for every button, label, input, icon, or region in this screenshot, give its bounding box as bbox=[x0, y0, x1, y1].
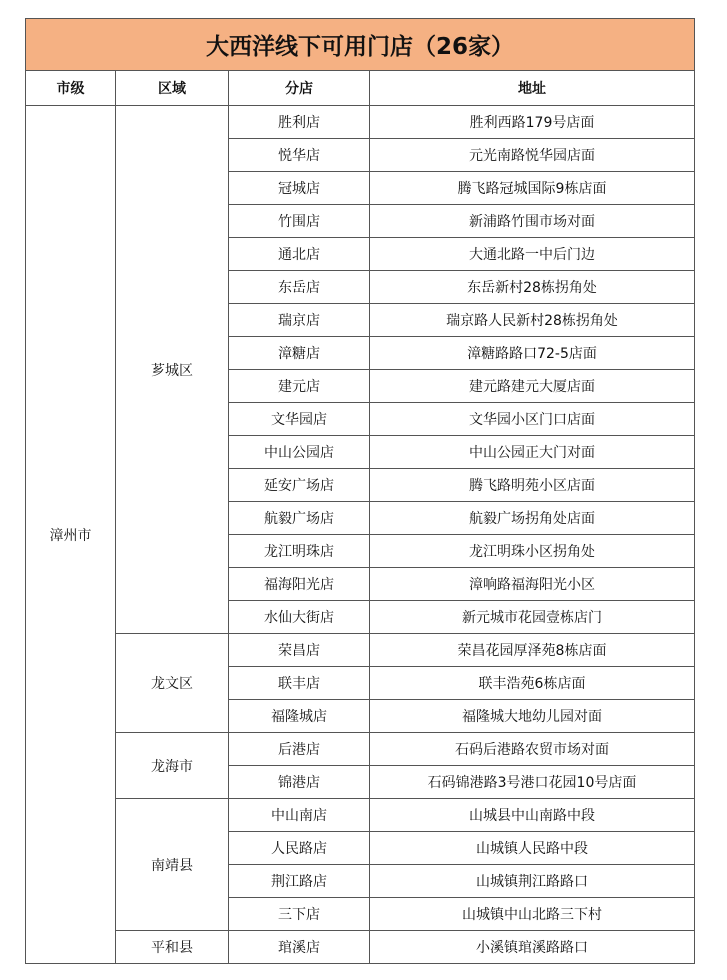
store-name-cell: 人民路店 bbox=[229, 832, 370, 865]
table-body bbox=[26, 106, 695, 964]
store-address-cell: 山城县中山南路中段 bbox=[370, 799, 695, 832]
store-name-cell: 冠城店 bbox=[229, 172, 370, 205]
store-address-cell: 石码后港路农贸市场对面 bbox=[370, 733, 695, 766]
district-cell: 平和县 bbox=[116, 931, 229, 964]
header-row bbox=[26, 71, 695, 106]
store-address-cell: 山城镇人民路中段 bbox=[370, 832, 695, 865]
store-address-cell: 腾飞路冠城国际9栋店面 bbox=[370, 172, 695, 205]
store-address-cell: 石码锦港路3号港口花园10号店面 bbox=[370, 766, 695, 799]
district-cell: 南靖县 bbox=[116, 799, 229, 931]
store-name-cell: 联丰店 bbox=[229, 667, 370, 700]
header-city: 市级 bbox=[26, 71, 116, 106]
store-address-cell: 腾飞路明苑小区店面 bbox=[370, 469, 695, 502]
store-name-cell: 中山南店 bbox=[229, 799, 370, 832]
store-name-cell: 建元店 bbox=[229, 370, 370, 403]
store-name-cell: 中山公园店 bbox=[229, 436, 370, 469]
district-cell: 芗城区 bbox=[116, 106, 229, 634]
store-name-cell: 福隆城店 bbox=[229, 700, 370, 733]
table-row bbox=[26, 106, 695, 139]
table-row bbox=[26, 799, 695, 832]
table-row bbox=[26, 634, 695, 667]
store-address-cell: 建元路建元大厦店面 bbox=[370, 370, 695, 403]
store-address-cell: 山城镇中山北路三下村 bbox=[370, 898, 695, 931]
district-cell: 龙海市 bbox=[116, 733, 229, 799]
header-district: 区域 bbox=[116, 71, 229, 106]
store-name-cell: 胜利店 bbox=[229, 106, 370, 139]
header-store: 分店 bbox=[229, 71, 370, 106]
store-name-cell: 东岳店 bbox=[229, 271, 370, 304]
store-address-cell: 山城镇荆江路路口 bbox=[370, 865, 695, 898]
store-address-cell: 漳糖路路口72-5店面 bbox=[370, 337, 695, 370]
store-name-cell: 后港店 bbox=[229, 733, 370, 766]
header-address: 地址 bbox=[370, 71, 695, 106]
store-address-cell: 瑞京路人民新村28栋拐角处 bbox=[370, 304, 695, 337]
store-address-cell: 文华园小区门口店面 bbox=[370, 403, 695, 436]
store-name-cell: 琯溪店 bbox=[229, 931, 370, 964]
table-row bbox=[26, 733, 695, 766]
store-name-cell: 荆江路店 bbox=[229, 865, 370, 898]
store-address-cell: 小溪镇琯溪路路口 bbox=[370, 931, 695, 964]
store-name-cell: 航毅广场店 bbox=[229, 502, 370, 535]
store-name-cell: 竹围店 bbox=[229, 205, 370, 238]
store-address-cell: 胜利西路179号店面 bbox=[370, 106, 695, 139]
store-address-cell: 漳响路福海阳光小区 bbox=[370, 568, 695, 601]
store-address-cell: 新元城市花园壹栋店门 bbox=[370, 601, 695, 634]
store-address-cell: 大通北路一中后门边 bbox=[370, 238, 695, 271]
store-address-cell: 新浦路竹围市场对面 bbox=[370, 205, 695, 238]
city-cell: 漳州市 bbox=[26, 106, 116, 964]
store-name-cell: 文华园店 bbox=[229, 403, 370, 436]
store-name-cell: 福海阳光店 bbox=[229, 568, 370, 601]
store-name-cell: 龙江明珠店 bbox=[229, 535, 370, 568]
table-title: 大西洋线下可用门店（26家） bbox=[26, 19, 695, 71]
store-address-cell: 福隆城大地幼儿园对面 bbox=[370, 700, 695, 733]
district-cell: 龙文区 bbox=[116, 634, 229, 733]
store-address-cell: 东岳新村28栋拐角处 bbox=[370, 271, 695, 304]
title-row bbox=[26, 19, 695, 71]
store-name-cell: 漳糖店 bbox=[229, 337, 370, 370]
store-address-cell: 荣昌花园厚泽苑8栋店面 bbox=[370, 634, 695, 667]
store-name-cell: 延安广场店 bbox=[229, 469, 370, 502]
store-address-cell: 元光南路悦华园店面 bbox=[370, 139, 695, 172]
table-row bbox=[26, 931, 695, 964]
store-address-cell: 联丰浩苑6栋店面 bbox=[370, 667, 695, 700]
store-address-cell: 龙江明珠小区拐角处 bbox=[370, 535, 695, 568]
store-name-cell: 悦华店 bbox=[229, 139, 370, 172]
store-address-cell: 中山公园正大门对面 bbox=[370, 436, 695, 469]
store-name-cell: 三下店 bbox=[229, 898, 370, 931]
store-address-cell: 航毅广场拐角处店面 bbox=[370, 502, 695, 535]
store-name-cell: 通北店 bbox=[229, 238, 370, 271]
store-name-cell: 荣昌店 bbox=[229, 634, 370, 667]
store-name-cell: 锦港店 bbox=[229, 766, 370, 799]
store-name-cell: 瑞京店 bbox=[229, 304, 370, 337]
store-name-cell: 水仙大街店 bbox=[229, 601, 370, 634]
store-table bbox=[25, 18, 695, 964]
